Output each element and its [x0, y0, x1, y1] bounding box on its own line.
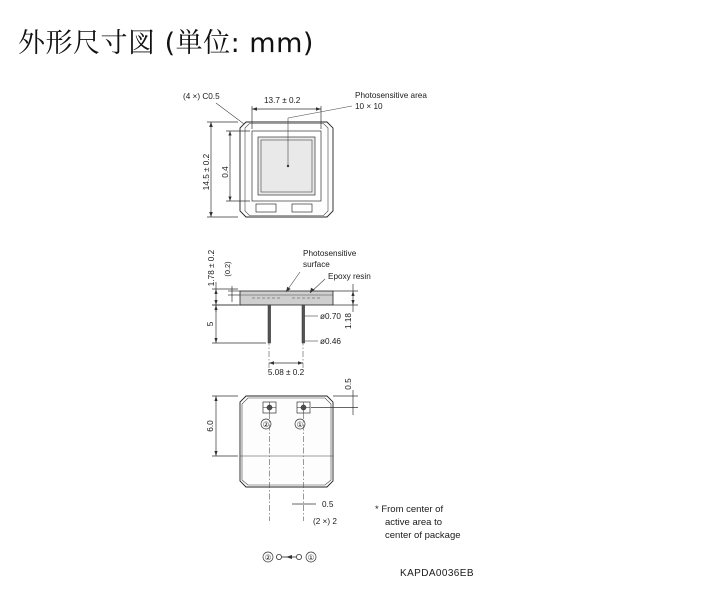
symbol-node-left — [276, 554, 281, 559]
pin-symbol-group — [263, 552, 316, 562]
base-tab-left — [256, 204, 276, 212]
pin-num-1: ① — [296, 420, 304, 429]
pin-pitch-label: 5.08 ± 0.2 — [267, 368, 305, 377]
pinlen-arrow-bottom — [214, 338, 217, 343]
pin-count-label: (2 ×) 2 — [313, 517, 337, 526]
pin-offset-bottom-label: 0.5 — [322, 500, 334, 509]
drawing-svg — [0, 76, 724, 611]
side-view-group — [206, 249, 371, 377]
height-arrow-bottom — [209, 212, 213, 217]
bottom-view-group — [206, 378, 358, 526]
width-arrow-left — [252, 107, 257, 111]
thk-arrow-top — [214, 289, 217, 294]
thickness-sub-label: (0.2) — [223, 261, 232, 277]
offset-arrow-top — [228, 131, 231, 136]
pin-dia-large-label: ø0.70 — [320, 312, 341, 321]
base-tab-right — [292, 204, 312, 212]
bottom-outline — [240, 396, 333, 487]
pinlen-arrow-top — [214, 305, 217, 310]
bottom-height-label: 6.0 — [206, 420, 215, 432]
height-arrow-top — [209, 122, 213, 127]
symbol-pin-2: ② — [264, 553, 272, 562]
note-line-3: center of package — [385, 530, 461, 541]
note-line-1: * From center of — [375, 504, 444, 515]
note-group — [375, 504, 461, 541]
bh2-arrow-bottom — [214, 451, 217, 456]
photosensitive-area — [258, 137, 315, 195]
area-size-label: 10 × 10 — [355, 102, 383, 111]
ps-surface-label-2: surface — [303, 260, 330, 269]
offset-arrow-bottom — [228, 197, 231, 202]
note-line-2: active area to — [385, 517, 443, 528]
symbol-arrow — [286, 555, 292, 559]
offset-label: 0.4 — [221, 166, 230, 178]
drawing-code: KAPDA0036EB — [400, 568, 474, 579]
width-label: 13.7 ± 0.2 — [264, 96, 301, 105]
epoxy-label: Epoxy resin — [328, 272, 371, 281]
height-label: 14.5 ± 0.2 — [202, 153, 211, 191]
thk-arrow-bottom — [214, 300, 217, 305]
bh2-arrow-top — [214, 396, 217, 401]
bh-arrow-bottom — [351, 300, 354, 305]
pitch-arrow-right — [298, 361, 303, 365]
chamfer-leader — [216, 103, 244, 124]
dimensional-drawing — [0, 76, 724, 611]
chamfer-label: (4 ×) C0.5 — [183, 92, 220, 101]
area-leader-diag — [288, 106, 352, 118]
thickness-label: 1.78 ± 0.2 — [207, 249, 216, 287]
pitch-arrow-left — [269, 361, 274, 365]
area-leader-dot — [287, 165, 289, 167]
area-label: Photosensitive area — [355, 91, 427, 100]
top-view-group — [183, 91, 427, 217]
page-title: 外形尺寸図 (単位: mm) — [18, 28, 314, 59]
pin-num-2: ② — [262, 420, 270, 429]
ps-surface-label-1: Photosensitive — [303, 249, 357, 258]
body-height-label: 1.18 — [344, 313, 353, 329]
symbol-node-right — [296, 554, 301, 559]
pin-length-label: 5 — [206, 321, 215, 327]
pin-offset-top-label: 0.5 — [344, 378, 353, 390]
width-arrow-right — [316, 107, 321, 111]
pin-dia-small-label: ø0.46 — [320, 337, 341, 346]
symbol-pin-1: ① — [307, 553, 315, 562]
bh-arrow-top — [351, 291, 354, 296]
